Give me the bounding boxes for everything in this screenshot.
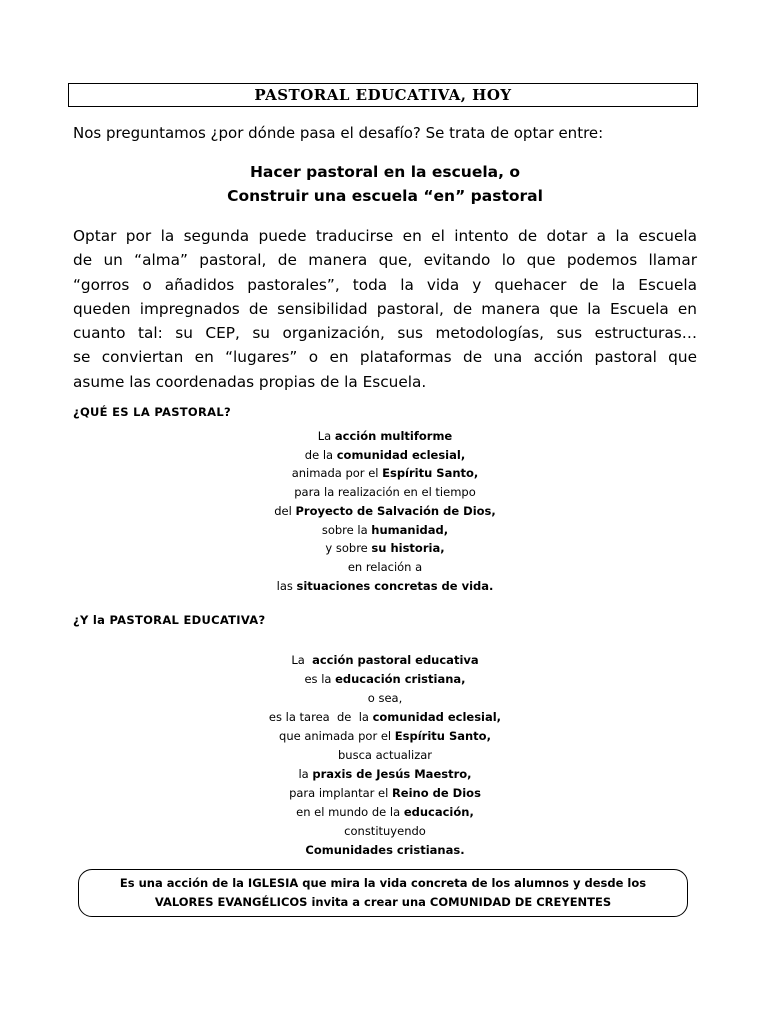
definition-line-text: busca actualizar xyxy=(337,748,433,762)
definition-line-emphasis: acción multiforme xyxy=(334,429,453,443)
paragraph-line: Optar por la segunda puede traducirse en el intento de dotar a la escuela xyxy=(73,227,697,245)
definition-line-text: las xyxy=(276,578,297,593)
definition-line-text: sobre la xyxy=(321,522,372,537)
definition-line-emphasis: humanidad, xyxy=(371,522,449,537)
definition-line-emphasis: situaciones concretas de vida. xyxy=(296,578,494,593)
intro-text: Nos preguntamos ¿por dónde pasa el desafío? Se trata de optar entre: xyxy=(73,124,604,142)
definition-line-text: de la xyxy=(304,447,337,462)
summary-box xyxy=(78,869,688,917)
definition-line-text: del xyxy=(274,503,296,518)
definition-line-text: es la xyxy=(304,672,336,686)
definition-line xyxy=(70,539,700,558)
definition-line-text: La xyxy=(291,653,313,667)
definition-line xyxy=(70,727,700,746)
definition-line-emphasis: Reino de Dios xyxy=(391,786,481,800)
document-title: PASTORAL EDUCATIVA, HOY xyxy=(68,83,698,107)
definition-line-text: animada por el xyxy=(291,466,383,481)
definition-line-emphasis: educación cristiana, xyxy=(335,672,466,686)
paragraph-line: “gorros o añadidos pastorales”, toda la vida y quehacer de la Escuela xyxy=(73,275,697,294)
definition-line-text: para implantar el xyxy=(289,786,392,800)
summary-line-2: VALORES EVANGÉLICOS invita a crear una COMUNIDAD DE CREYENTES xyxy=(154,895,612,909)
definition-line-emphasis: Comunidades cristianas. xyxy=(305,843,465,857)
section-heading-pastoral: ¿QUÉ ES LA PASTORAL? xyxy=(73,405,231,419)
definition-line-text: en el mundo de la xyxy=(296,805,404,819)
definition-line-emphasis: acción pastoral educativa xyxy=(312,653,479,667)
definition-pastoral xyxy=(70,427,700,595)
definition-line-text: La xyxy=(317,429,335,443)
definition-line-text: y sobre xyxy=(325,541,372,556)
definition-line-emphasis: su historia, xyxy=(371,541,445,556)
definition-line xyxy=(70,746,700,765)
definition-line-text: o sea, xyxy=(367,691,403,705)
definition-line-text: que animada por el xyxy=(279,729,395,743)
definition-pastoral-educativa xyxy=(70,651,700,860)
definition-line-emphasis: comunidad eclesial, xyxy=(372,710,502,724)
definition-line-text: es la tarea de la xyxy=(268,710,373,724)
section-heading-pastoral-educativa: ¿Y la PASTORAL EDUCATIVA? xyxy=(73,613,266,627)
main-paragraph xyxy=(73,224,697,394)
definition-line xyxy=(70,841,700,860)
paragraph-line: de un “alma” pastoral, de manera que, evitando lo que podemos llamar xyxy=(73,251,697,270)
definition-line-text: para la realización en el tiempo xyxy=(294,485,476,500)
definition-line xyxy=(70,784,700,803)
definition-line xyxy=(70,765,700,784)
definition-line-emphasis: Espíritu Santo, xyxy=(382,466,479,481)
definition-line xyxy=(70,427,700,446)
headline-line-1: Hacer pastoral en la escuela, o xyxy=(249,163,521,181)
definition-line xyxy=(70,483,700,502)
definition-line-text: constituyendo xyxy=(344,824,426,838)
definition-line xyxy=(70,577,700,596)
definition-line-text: la xyxy=(298,767,313,781)
paragraph-line: queden impregnados de sensibilidad pastoral, de manera que la Escuela en xyxy=(73,299,697,318)
paragraph-line: asume las coordenadas propias de la Escuela. xyxy=(73,372,427,391)
definition-line xyxy=(70,446,700,465)
definition-line-text: en relación a xyxy=(347,559,423,574)
definition-line xyxy=(70,521,700,540)
definition-line xyxy=(70,803,700,822)
definition-line-emphasis: comunidad eclesial, xyxy=(336,447,466,462)
definition-line xyxy=(70,689,700,708)
definition-line xyxy=(70,464,700,483)
definition-line xyxy=(70,558,700,577)
definition-line xyxy=(70,708,700,727)
paragraph-line: se conviertan en “lugares” o en plataformas de una acción pastoral que xyxy=(73,348,697,367)
definition-line xyxy=(70,651,700,670)
headline-line-2: Construir una escuela “en” pastoral xyxy=(227,187,543,205)
definition-line-emphasis: praxis de Jesús Maestro, xyxy=(312,767,472,781)
definition-line-emphasis: educación, xyxy=(403,805,474,819)
paragraph-line: cuanto tal: su CEP, su organización, sus metodologías, sus estructuras… xyxy=(73,324,697,343)
definition-line xyxy=(70,502,700,521)
definition-line xyxy=(70,822,700,841)
definition-line xyxy=(70,670,700,689)
summary-line-1: Es una acción de la IGLESIA que mira la vida concreta de los alumnos y desde los xyxy=(119,876,647,890)
definition-line-emphasis: Proyecto de Salvación de Dios, xyxy=(295,503,496,518)
definition-line-emphasis: Espíritu Santo, xyxy=(394,729,491,743)
